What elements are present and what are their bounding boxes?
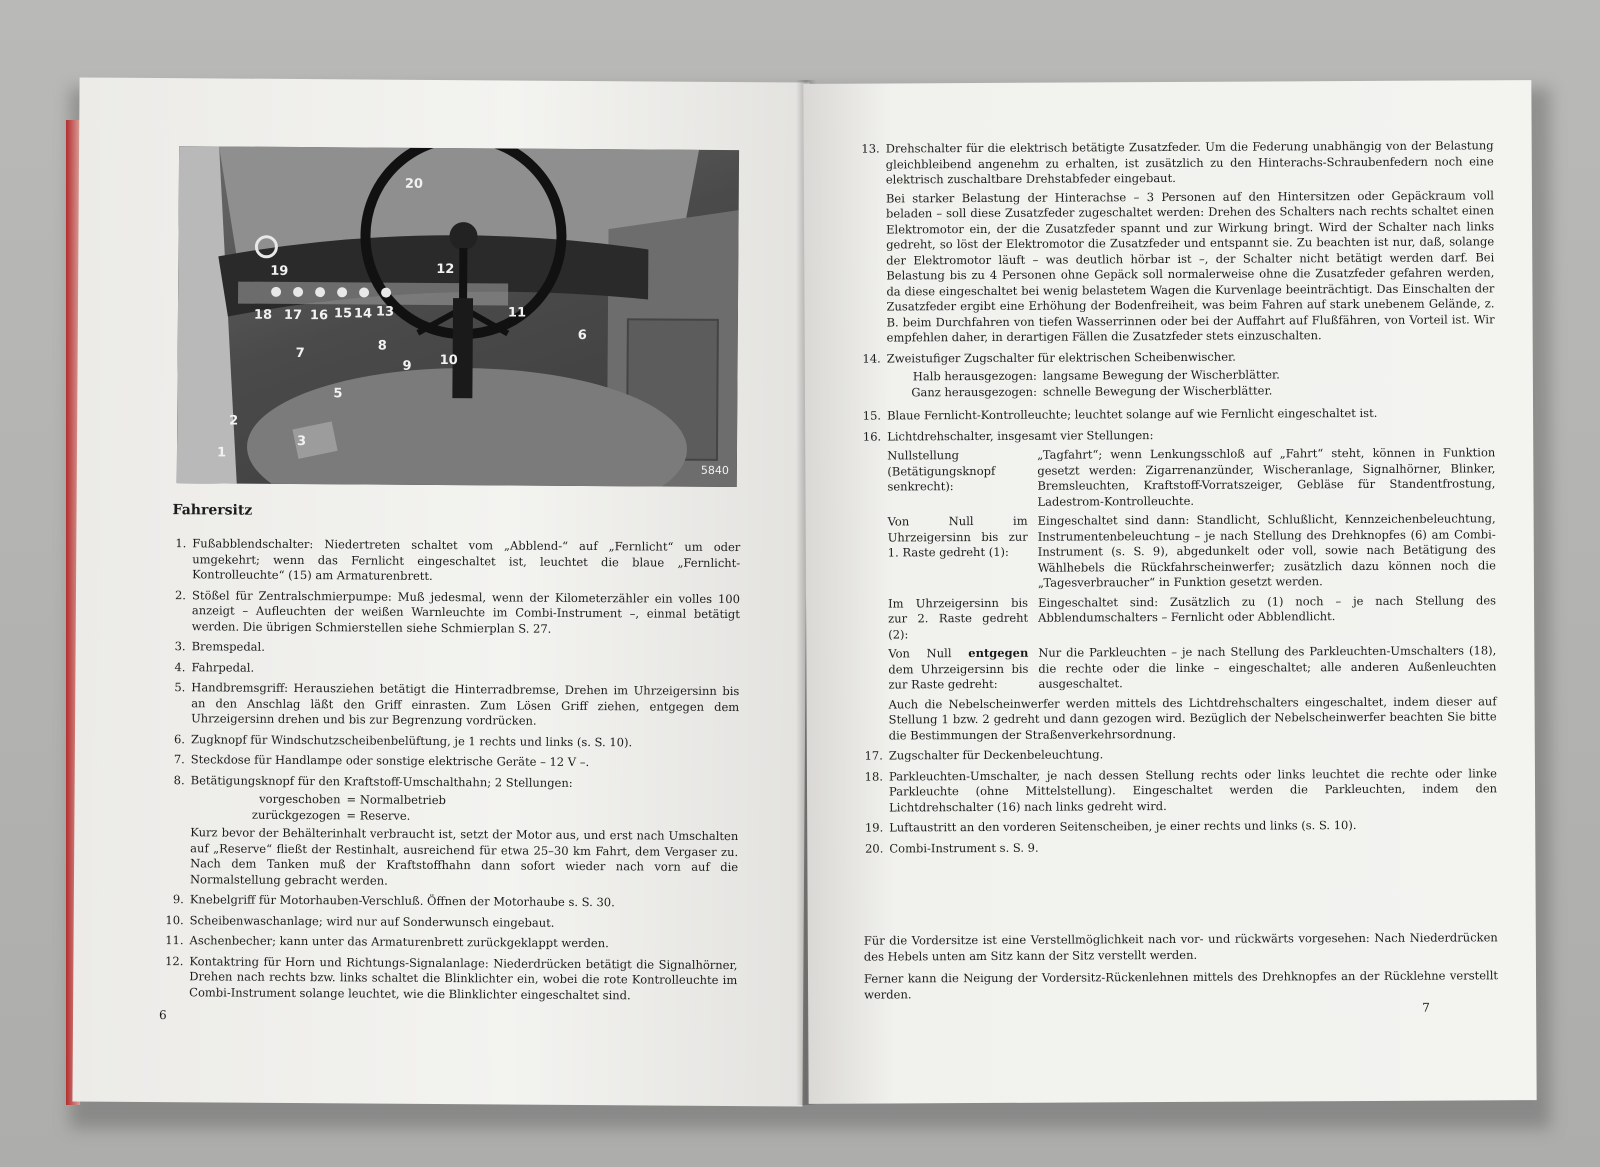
callout: 8 bbox=[377, 338, 387, 354]
light-switch-positions: Nullstellung (Betätigungsknopf senkrecht): „Tagfahrt“; wenn Lenkungsschloß auf „Fahrt“ steht, können in Funktion gesetzt werden: Zigarrenanzünder, Wischeranlage, Signalhörner, Blinker, Bremsleuchten, Kraftstoff-Vorratszeiger, Gebläse für Standentfrostung, Ladestrom-Kontrolleuchte. Von Null im Uhrzeigersinn bis zur 1. Raste gedreht (1): Eingeschaltet sind dann: Standlicht, Schlußlicht, Kennzeichenbeleuchtung, Instrumentenbeleuchtung – je nach Stellung des Drehknopfes (6) am Combi-Instrument (s. S. 9), abgedunkelt oder voll, sowie nach Betätigung des Wählhebels die Rückfahrscheinwerfer; zusätzlich dazu können noch die „Tagesverbraucher“ in Funktion gesetzt werden. Im Uhrzeigersinn bis zur 2. Raste gedreht (2): Eingeschaltet sind: Zusätzlich zu (1) noch – je nach Stellung des Abblendumschalters – Fernlicht oder Abblendlicht. Von Null entgegen dem Uhrzeigersinn bis zur Raste gedreht: Nur die Parkleuchten – je nach Stellung des Parkleuchten-Umschalters (18), die rechte oder die linke – eingeschaltet; alle anderen Außenleuchten ausgeschaltet. bbox=[887, 445, 1497, 692]
list-item: 5. Handbremsgriff: Herausziehen betätigt die Hinterradbremse, Drehen im Uhrzeigersinn bis an den Anschlag läßt den Griff einrasten. Zum Lösen Griff ziehen, entgegen dem Uhrzeigersinn drehen und bis zur Begrenzung vordrücken. bbox=[174, 680, 740, 728]
list-item: 16. Lichtdrehschalter, insgesamt vier Stellungen: Nullstellung (Betätigungsknopf senkrecht): „Tagfahrt“; wenn Lenkungsschloß auf „Fahrt“ steht, können in Funktion gesetzt werden: Zigarrenanzünder, Wischeranlage, Signalhörner, Blinker, Bremsleuchten, Kraftstoff-Vorratszeiger, Gebläse für Standentfrostung, Ladestrom-Kontrolleuchte. Von Null im Uhrzeigersinn bis zur 1. Raste gedreht (1): Eingeschaltet sind dann: Standlicht, Schlußlicht, Kennzeichenbeleuchtung, Instrumentenbeleuchtung – je nach Stellung des Drehknopfes (6) am Combi-Instrument (s. S. 9), abgedunkelt oder voll, sowie nach Betätigung des Wählhebels die Rückfahrscheinwerfer; zusätzlich dazu können noch die „Tagesverbraucher“ in Funktion gesetzt werden. Im Uhrzeigersinn bis zur 2. Raste gedreht (2): Eingeschaltet sind: Zusätzlich zu (1) noch – je nach Stellung des Abblendumschalters – Fernlicht oder Abblendlicht. Von Null entgegen dem Uhrzeigersinn bis zur Raste gedreht: Nur die Parkleuchten – je nach Stellung des Parkleuchten-Umschalters (18), die rechte oder die linke – eingeschaltet; alle anderen Außenleuchten ausgeschaltet. Auch die Nebelscheinwerfer werden mittels des Lichtdrehschalters eingeschaltet, indem dieser auf Stellung 1 bzw. 2 gedreht und dann gezogen wird. Bezüglich der Nebelscheinwerfer beachten Sie bitte die Bestimmungen der Straßenverkehrsordnung. bbox=[862, 427, 1497, 742]
callout: 11 bbox=[507, 305, 527, 321]
callout: 6 bbox=[577, 327, 587, 344]
list-item: 9. Knebelgriff für Motorhauben-Verschluß. Öffnen der Motorhaube s. S. 30. bbox=[172, 892, 615, 910]
list-item: 14. Zweistufiger Zugschalter für elektrischen Scheibenwischer. Halb herausgezogen: langsame Bewegung der Wischerblätter. Ganz herausgezogen: schnelle Bewegung der Wischerblätter. bbox=[855, 348, 1495, 404]
callout: 19 bbox=[270, 263, 289, 279]
list-item: 7. Steckdose für Handlampe oder sonstige elektrische Geräte – 12 V –. bbox=[173, 752, 590, 770]
wiper-positions: Halb herausgezogen: langsame Bewegung der Wischerblätter. Ganz herausgezogen: schnelle Bewegung der Wischerblätter. bbox=[911, 367, 1280, 399]
callout: 17 bbox=[283, 307, 303, 324]
callout: 9 bbox=[402, 358, 412, 374]
seat-adjust-note: Für die Vordersitze ist eine Verstellmöglichkeit nach vor- und rückwärts vorgesehen: Nach Niederdrücken des Hebels unten am Sitz kann der Sitz verstellt werden. bbox=[863, 930, 1498, 964]
callout: 12 bbox=[436, 261, 455, 278]
list-item: 6. Zugknopf für Windschutzscheibenbelüftung, je 1 rechts und links (s. S. 10). bbox=[173, 731, 633, 749]
list-item: 3. Bremspedal. bbox=[174, 639, 265, 654]
list-item: 17. Zugschalter für Deckenbeleuchtung. bbox=[864, 747, 1104, 763]
dashboard-photo bbox=[177, 146, 739, 487]
list-item: 19. Luftaustritt an den vorderen Seitenscheiben, je einer rechts und links (s. S. 10). bbox=[864, 818, 1357, 835]
list-item: 20. Combi-Instrument s. S. 9. bbox=[865, 840, 1039, 856]
callout: 3 bbox=[296, 433, 307, 450]
fuel-positions: vorgeschoben = Normalbetrieb zurückgezogen = Reserve. bbox=[251, 791, 446, 823]
list-item: 12. Kontaktring für Horn und Richtungs-Signalanlage: Niederdrücken betätigt die Signalhörner, Drehen nach rechts bzw. links schaltet die Blinklichter ein, wobei die rote Kontrolleuchte im Combi-Instrument solange leuchtet, wie die Blinklichter eingeschaltet sind. bbox=[165, 953, 738, 1002]
page-number: 7 bbox=[1422, 1000, 1430, 1015]
callout: 16 bbox=[309, 308, 329, 324]
list-item: 2. Stößel für Zentralschmierpumpe: Muß jedesmal, wenn der Kilometerzähler ein volles 100 anzeigt – Aufleuchten der weißen Warnleuchte im Combi-Instrument –, einmal betätigt werden. Die übrigen Schmierstellen siehe Schmierplan S. 27. bbox=[174, 587, 741, 636]
callout: 18 bbox=[253, 307, 273, 323]
list-item: 13. Drehschalter für die elektrisch betätigte Zusatzfeder. Um die Federung unabhängig von der Belastung gleichbleibend angenehm zu erhalten, ist zusätzlich zu den Hinterachs-Schraubenfedern noch eine elektrisch zuschaltbare Drehstabfeder eingebaut. Bei starker Belastung der Hinterachse – 3 Personen auf den Hintersitzen oder Gepäckraum voll beladen – soll diese Zusatzfeder zugeschaltet werden: Drehen des Schalters nach rechts schaltet einen Elektromotor ein, der die Zusatzfeder spannt und zur Wirkung bringt. Wird der Schalter nach links gedreht, so löst der Elektromotor die Zusatzfeder und entspannt sie. Zu beachten ist nur, daß, solange der Elektromotor läuft – was deutlich hörbar ist –, der Schalter nicht betätigt werden darf. Bei Belastung bis zu 4 Personen ohne Gepäck soll normalerweise ohne die Zusatzfeder gefahren werden, da diese eingeschaltet bei wenig belastetem Wagen die Kurvenlage beeinträchtigt. Das Einschalten der Zusatzfeder ergibt eine Erhöhung der Bodenfreiheit, was beim Fahren auf stark unebenem Gelände, z. B. beim Durchfahren von tiefen Wasserrinnen oder bei der Auffahrt auf Flußfähren, von Vorteil ist. Wir empfehlen daher, in derartigen Fällen die Zusatzfeder stets einzuschalten. bbox=[861, 138, 1495, 345]
backrest-note: Ferner kann die Neigung der Vordersitz-Rückenlehnen mittels des Drehknopfes an der Rücklehne verstellt werden. bbox=[863, 968, 1499, 1002]
list-item: 18. Parkleuchten-Umschalter, je nach dessen Stellung rechts oder links leuchtet die rechte oder linke Parkleuchte (ohne Mittelstellung). Eingeschaltet werden die Parkleuchten, indem den Lichtdrehschalter (16) nach links gedreht wird. bbox=[864, 765, 1498, 814]
fuel-note: Kurz bevor der Behälterinhalt verbraucht ist, setzt der Motor aus, und erst nach Umschalten auf „Reserve“ fließt der Restinhalt, ausreichend für etwa 25–30 km Fahrt, dem Vergaser zu. Nach dem Tanken muß der Kraftstoffhahn dann sofort wieder nach vorn auf die Normalstellung gebracht werden. bbox=[189, 825, 739, 888]
list-item: 10. Scheibenwaschanlage; wird nur auf Sonderwunsch eingebaut. bbox=[165, 912, 555, 930]
callout: 14 bbox=[353, 306, 373, 322]
spring-note: Bei starker Belastung der Hinterachse – 3 Personen auf den Hintersitzen oder Gepäckraum voll beladen – soll diese Zusatzfeder zugeschaltet werden: Drehen des Schalters nach rechts schaltet einen Elektromotor ein, der die Zusatzfeder spannt und zur Wirkung bringt. Wird der Schalter nach links gedreht, so löst der Elektromotor die Zusatzfeder und entspannt sie. Zu beachten ist nur, daß, solange der Elektromotor läuft – was deutlich hörbar ist –, der Schalter nicht betätigt werden darf. Bei Belastung bis zu 4 Personen ohne Gepäck soll normalerweise ohne die Zusatzfeder gefahren werden, da diese eingeschaltet bei wenig belastetem Wagen die Kurvenlage beeinträchtigt. Das Einschalten der Zusatzfeder ergibt eine Erhöhung der Bodenfreiheit, was beim Fahren auf stark unebenem Gelände, z. B. beim Durchfahren von tiefen Wasserrinnen oder bei der Auffahrt auf Flußfähren, von Vorteil ist. Wir empfehlen daher, in derartigen Fällen die Zusatzfeder stets einzuschalten. bbox=[885, 187, 1495, 345]
callout: 10 bbox=[439, 352, 458, 369]
page-number: 6 bbox=[158, 1008, 167, 1023]
left-page bbox=[72, 77, 809, 1106]
list-item: 8. Betätigungsknopf für den Kraftstoff-Umschalthahn; 2 Stellungen: vorgeschoben = Normalbetrieb zurückgezogen = Reserve. Kurz bevor der Behälterinhalt verbraucht ist, setzt der Motor aus, und erst nach Umschalten auf „Reserve“ fließt der Restinhalt, ausreichend für etwa 25–30 km Fahrt, dem Vergaser zu. Nach dem Tanken muß der Kraftstoffhahn dann sofort wieder nach vorn auf die Normalstellung gebracht werden. bbox=[158, 773, 739, 892]
fog-light-note: Auch die Nebelscheinwerfer werden mittels des Lichtdrehschalters eingeschaltet, indem dieser auf Stellung 1 bzw. 2 gedreht und dann gezogen wird. Bezüglich der Nebelscheinwerfer beachten Sie bitte die Bestimmungen der Straßenverkehrsordnung. bbox=[888, 693, 1497, 742]
dashboard-illustration bbox=[177, 146, 739, 487]
callout: 15 bbox=[333, 306, 353, 322]
callout: 2 bbox=[229, 413, 239, 429]
list-item: 11. Aschenbecher; kann unter das Armaturenbrett zurückgeklappt werden. bbox=[165, 933, 609, 951]
callout: 13 bbox=[375, 304, 395, 320]
list-item: 4. Fahrpedal. bbox=[174, 659, 255, 675]
callout: 20 bbox=[404, 176, 423, 192]
list-item: 15. Blaue Fernlicht-Kontrolleuchte; leuchtet solange auf wie Fernlicht eingeschaltet ist. bbox=[862, 405, 1378, 423]
list-item: 1. Fußabblendschalter: Niedertreten schaltet vom „Abblend-“ auf „Fernlicht“ um oder umgekehrt; wenn das Fernlicht eingeschaltet ist, leuchtet die blaue „Fernlicht-Kontrolleuchte“ (15) am Armaturenbrett. bbox=[175, 536, 741, 583]
callout: 1 bbox=[216, 445, 227, 461]
control-list-left bbox=[157, 536, 740, 1009]
control-list-right bbox=[854, 138, 1498, 861]
right-page bbox=[803, 80, 1536, 1104]
callout: 7 bbox=[295, 345, 305, 362]
callout: 5 bbox=[333, 386, 343, 402]
photo-code: 5840 bbox=[700, 463, 729, 478]
section-heading: Fahrersitz bbox=[172, 502, 253, 519]
